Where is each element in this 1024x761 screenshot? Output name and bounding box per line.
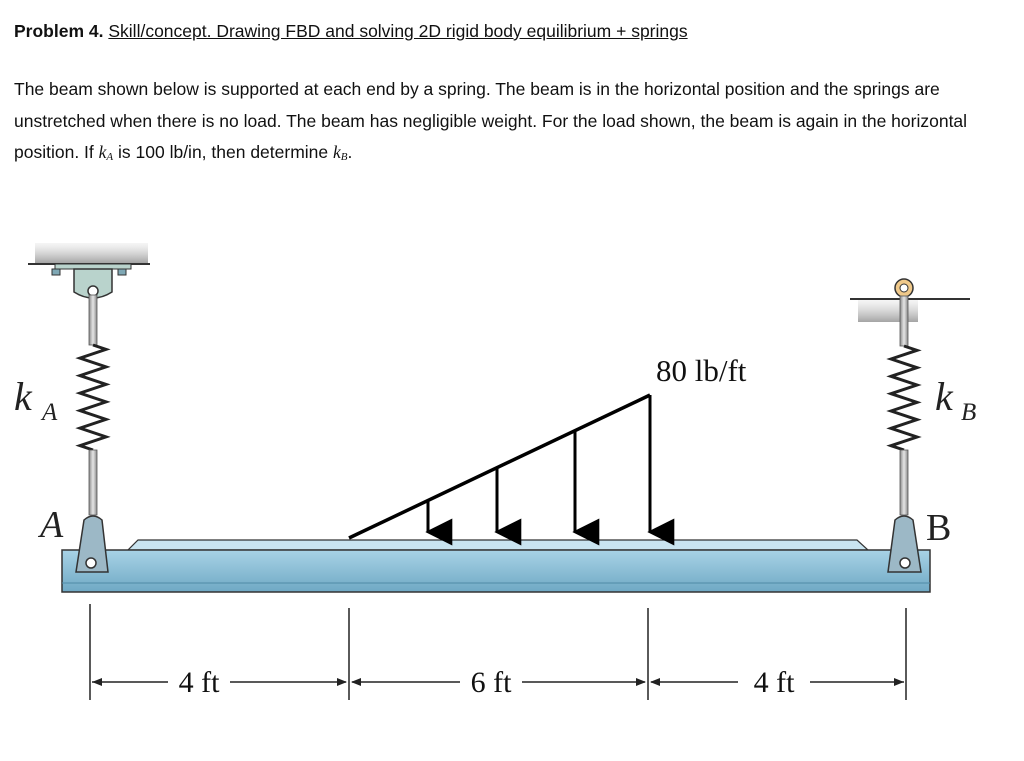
dimension-lines [90,604,906,700]
point-a-label: A [40,504,64,546]
statement-part3: . [347,142,353,162]
dimension-label-1: 4 ft [178,666,220,699]
dimension-label-3: 4 ft [753,666,795,699]
bracket-a [76,516,108,572]
kb-symbol: k [333,142,341,162]
point-b-label: B [926,507,952,549]
bracket-b [888,516,921,572]
statement-part2: is 100 lb/in, then determine [113,142,334,162]
statement-part1: The beam shown below is supported at each end by a spring. The beam is in the horizontal position and the springs are unstretched when there is no load. The beam has negligible weight. For the load shown, the beam is again in the horizontal position. If [14,79,968,162]
load-profile-line [349,395,650,538]
load-label: 80 lb/ft [656,353,747,388]
dimension-label-2: 6 ft [470,666,512,699]
spring-b-subscript: B [961,399,977,426]
spring-a-subscript: A [42,399,58,426]
spring-b [891,296,917,515]
kb-subscript: B [340,151,348,163]
spring-a [80,295,106,515]
spring-b-symbol: k [935,374,953,419]
problem-topic: Skill/concept. Drawing FBD and solving 2D rigid body equilibrium + springs [108,21,688,41]
spring-a-symbol: k [14,374,32,419]
ka-symbol: k [98,142,107,162]
distributed-load [349,353,747,538]
beam [62,540,930,592]
ka-subscript: A [106,151,114,163]
problem-number: Problem 4 [14,21,99,41]
left-ceiling-support [28,243,150,298]
right-ceiling-support [850,279,970,322]
problem-heading: Problem 4. Skill/concept. Drawing FBD and solving 2D rigid body equilibrium + springs [14,21,688,41]
